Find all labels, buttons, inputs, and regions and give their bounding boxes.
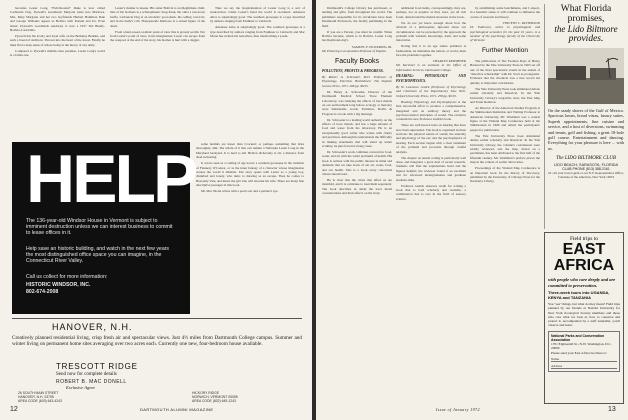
trescott-subtitle: Send now for complete details (56, 372, 117, 377)
lido-headline-4: provides. (568, 34, 604, 44)
lido-headline-3: the Lido Biltmore (554, 24, 618, 34)
hanover-body: Creatively planned residential living, crisp fresh air and spectacular views. Just 4½ miles from Dartmouth College campus. Summer and winter living on permanent home sites averaging over two acres each. Currently one new, four-bedroom house available. (12, 335, 302, 348)
lido-biltmore-ad (544, 4, 624, 229)
top-text-col2: Lester's mother is insane. His sister Bolivia is an illegitimate child. One of his brothers is a schizophrenic drug-freak, the other a run-down barfly. Carbuncle Dog is an alcoholic pool-shark, his ceiling caved in; and in the bully's crib. Honeysuckle Marlowe is a sexual figure of the dawn. (110, 6, 205, 28)
col1-body: Dr. Henry A. Schroeder, Director of the Dartmouth Medical School Trace Element Laboratory, was studying the effects of trace metals on our environment long before ecology or mercury were fashionable words. Pollution, Profits & Progress is a book with a big message. (322, 89, 392, 116)
left-page (0, 0, 312, 420)
left-page-number: 12 (10, 406, 18, 413)
top-text-column-1: becomes Lester Long, "Full-blooded" Duke is now called Carbuncle Dog. Pyewell's sweetheart Marjorie turns into Marlowe. Mrs. Mary Margaret and her two boyfriends Herbert Hamilton Dale and George Williams appear as Bolivia with Roland and Ira. Even better: Pyewell's woodlands sanctuary is now a 1957 Ted Bundy-Bolivia-Lord-Ditto. Pyewell has his lovely and loyal wife on the Berkeley Berkins, and such a breed of stubborn. Thrown into the heart of the forest. Finally he must find a deep sense of whose being at the mercy of any unity. Compared to Pyewell's middle-class paradise, Lester Long's world is a fallen one. (10, 6, 105, 58)
lido-photo (548, 48, 624, 104)
trescott-address-left: 26 SOUTH MAIN STREET HANOVER, N.H. 03755 AREA CODE (603) 643-4243 (18, 391, 62, 403)
col2-book-title: HEARING: PHYSIOLOGY AND PSYCHOPHYSICS. (396, 74, 466, 83)
lido-phone: CLUB PHONE (813) 388-2161 (562, 167, 610, 172)
further-mention-heading: Further Mention (482, 46, 528, 54)
africa-order-form[interactable] (548, 331, 620, 372)
faculty-books-heading: Faculty Books (335, 57, 379, 65)
col1-intro: Dartmouth's College Library has purchased, or lending and gifts, from throughout the world. The publishers responsible for its circulation have been Dartmouth Professors, the faculty publishing in the field. (322, 6, 392, 28)
lido-headline-1: What Florida (560, 4, 612, 14)
hanover-ad (12, 318, 302, 360)
col3-reviewer-note: Dr. Patterson, active in physiological and psychological acoustics for the past 19 years, is a member of the psychology faculty of the University of Vermont. (470, 25, 540, 43)
africa-box-addr: 1701 Eighteenth St., N.W. Washington, D.C. 20009 (551, 342, 612, 351)
col2-quote: We do not yet know enough about how the wisdom of a philosopher, Ignorant about our circumstances can be prevented by the approach the problem with wisdom, knowledge, truth, and some innovation. (396, 20, 466, 43)
lido-body: On the sandy shores of the Gulf of Mexico. Spacious lawns, broad vistas, luxury suites, Superb appointments, fine cuisine and service, and a host of diversions, swimming and tennis, golf and fishing, a great 18-hole golf course. Entertainment and dancing. Everything for your pleasure is here ... with us. (548, 108, 624, 151)
faculty-books-column: Dartmouth's College Library has purchased, or lending and gifts, from throughout the world. The publishers responsible for its circulation have been Dartmouth Professors, the faculty publishing in the field. If you are a Person, you must be careful. When Bolivia became, which is in Bolivia. Lester Long has Raymond-dog's. SAMUEL F. PICKERING JR. Mr. Pickering is an Assistant Professor of English. Faculty Books POLLUTION, PROFITS & PROGRESS. By Robert A. Schroeder, M.D. Professor of Physiology, Emeritus. Brattleboro: The Stephen Greene Press, 1971. 268 pp. $6.95. Dr. Henry A. Schroeder, Director of the Dartmouth Medical School Trace Element Laboratory, was studying the effects of trace metals on our environment long before ecology or mercury were fashionable words. Pollution, Profits & Progress is a book with a big message. Dr. Schroeder is a leading world authority on the effects of trace metals, and has a huge amount of food and water from his laboratory. He is an exceptionally good writer who writes with clarity and precision. Although he understands the difficulty in making statements that will stand up under scrutiny, he puts forward strong cases. Dr. Schroeder's work combines concern for food, water, and air with the wider problems of health. His book is written with the public interest in mind and demands that we take stock of our air, water, food, and our health. This is a book every concerned citizen should read. He is clear that the crises that affect us are manifold, and it is a mistake to treat them separately. The book describes in detail the trace metal concentrations and their effects on the body. (322, 6, 392, 196)
col2-reviewer-note: Mr. Kershner is an assistant in the Office of Information Services, Dartmouth College. (396, 63, 466, 72)
africa-body: You "see" things, but what do they mean? Field trips planned by our friends at Nairobi University for New York Zoological Society members and those who care what we look at, how to conserve and protect it. Accompanied by a staff naturalist, you'll observe and learn. (548, 302, 620, 328)
col3-body3: The Yale University Press took stimulated debate earlier scholarly and historical. In the Yale University Library's long-time view, the Yale Map and Tartar Relation. (470, 86, 540, 104)
further-mention-column: by establishing some benchmarks, and I expect, in a heuristic sense, it will continue to influence the course of research and theory. VINCENT C. PATTERSON Dr. Patterson, active in physiological and psychological acoustics for the past 19 years, is a member of the psychology faculty of the University of Vermont. Further Mention The publication of The Yeoman Days of Henry Barnard by the Yale University Press in 1965 set off one of the most spectacular events in the annals of "detective scholarship" with Dr. Scott as protagonist. Evidence that the chronicle was a true record led quickly to important conclusions. The Yale University Press took stimulated debate earlier scholarly and historical. In the Yale University Library's long-time view, the Yale Map and Tartar Relation. As Director of the American Studies Program at the Smithsonian Institution and Visiting Professor at American University, Mr. Washburn was a central figure at the Vinland Map Conference held at the Smithsonian in 1966 and edited the participants' papers for publication. The Yale University Press book stimulated debate earlier scholarly and historical. In the Yale University Library, the volume's conclusions were widely reviewed, and the map, drawn on a parchment, has been attributed to the first half of the fifteenth century. Mr. Washburn's preface places the map in the context of earlier discoveries. Proceedings of the Vinland Map Conference is an important book for the history of discovery, published by the University of Chicago Press for the Newberry Library. (470, 6, 540, 184)
help-ad (12, 141, 196, 314)
africa-headline-2: AFRICA (553, 257, 615, 274)
help-headline: HELP (26, 141, 196, 217)
right-col-text: some hermits are lesser than Crockett; or perhaps something that ticks thoroughly, dim. The whole of it that can remain a Nebraska Lester Long in the Maryland backyard. It is hard to tell. Hellcat dichotomy is all, a distance from dead reckoning. (196, 142, 304, 160)
trescott-agent: ROBERT B. MAC DONELL (56, 379, 127, 385)
right-page-number: 13 (608, 406, 616, 413)
africa-trips-head: Three-week tours into UGANDA, KENYA and TANZANIA (548, 290, 610, 300)
right-page (316, 0, 628, 420)
africa-top: Field trips to (569, 236, 599, 242)
lido-logo: The LIDO BILTMORE CLUB (556, 156, 616, 162)
africa-box-note: Please send your East Africa brochure to: (551, 350, 608, 355)
col1-byline: By Robert A. Schroeder, M.D. Professor of Physiology, Emeritus. Brattleboro: The Stephen Greene Press, 1971. 268 pp. $6.95. (322, 74, 392, 88)
col3-body: by establishing some benchmarks, and I expect, in a heuristic sense, it will continue to influence the course of research and theory. (470, 6, 540, 19)
right-text-column: some hermits are lesser than Crockett; or perhaps something that ticks thoroughly, dim. The whole of it that can remain a Nebraska Lester Long in the Maryland backyard. It is hard to tell. Hellcat dichotomy is all, a distance from dead reckoning. It can be seen as a coming of age novel; a southern grotesque in the tradition of Flannery O'Connor, or as the inner fantasy of a character whose imagination creates the world it inhabits. The story opens with Lester as a young boy, disturbed and lonely, who turns to drawing as an escape. Then he comes to Heavenly Vale, and meets the girl who will become his wife. There are many fine descriptive passages in this book. Mr. Mac Morie writes with a poet's ear and a painter's eye. (196, 142, 304, 194)
hanover-title: HANOVER, N.H. (52, 322, 133, 332)
col3-reviewer: VINCENT C. PATTERSON (502, 20, 540, 25)
top-text-col3: Thus we say the hospitalization of Lester Long is a sort of resurrection. Under Lester's hand the world is reordered. Arkansas Alice is surprisingly good. The southern grotesque is a type described by authors ranging from Faulkner to Caldwell. (210, 6, 305, 24)
col2-byline: By W. Lawrence Gulick (Professor of Psychology and Chairman of the Department). New York: Oxford University Press, 1971. 258 pp. $9.50. (396, 85, 466, 98)
col1-book-title: POLLUTION, PROFITS & PROGRESS. (322, 68, 384, 73)
help-ad-text-1: The 136-year-old Windsor House in Vermont is subject to imminent destruction unless we can interest business to commit to lease offices in it. (26, 218, 173, 237)
east-africa-ad (544, 232, 624, 404)
africa-box-title: National Parks and Conservation Association (551, 333, 605, 342)
hearing-review-column: additional food items, correspondingly, they are, perhaps, not as popular as they were, yet all rich foods, deteriorated the mental slowness in the book. We do not yet know enough about how the wisdom of a philosopher, Ignorant about our circumstances can be prevented by the approach the problem with wisdom, knowledge, truth, and some innovation. Noting that it is an age where pollution is fashionable, he maintains the nation, or world, must face the problems together. CHARLES KERSHNER Mr. Kershner is an assistant in the Office of Information Services, Dartmouth College. HEARING: PHYSIOLOGY AND PSYCHOPHYSICS. By W. Lawrence Gulick (Professor of Psychology and Chairman of the Department). New York: Oxford University Press, 1971. 258 pp. $9.50. Hearing: Physiology and Psychophysics is the first successful effort to produce a comprehensive, integrated text on auditory theory and the psychoacoustical principles of sound. The reviewer contends his new Professor Gulick's book. There are well known texts on hearing that have now been superseded. The book is organized in three sections: the physical nature of sound; the anatomy and physiology of the ear; and the psychophysics of hearing. Each section begins with a clear statement of the problem and proceeds through careful analysis. The chapter on neural coding is particularly well done, and integrates a great deal of recent research. Students will find the explanations lucid and the figures helpful; the reviewer found it an excellent text for advanced undergraduates and graduate students alike. Professor Gulick deserves credit for writing a book that is both scholarly and readable, a combination that is rare in the field of sensory science. (396, 6, 466, 201)
col2-body2: Hearing: Physiology and Psychophysics is the first successful effort to produce a comprehensive, integrated text on auditory theory and the psychoacoustical principles of sound. The reviewer contends his new Professor Gulick's book. (396, 99, 466, 122)
help-ad-org: HISTORIC WINDSOR, INC. (26, 282, 91, 288)
left-page-footer: DARTMOUTH ALUMNI MAGAZINE (140, 407, 214, 412)
africa-sub: with people who care deeply and are committed to preservation. (548, 277, 616, 288)
africa-headline-1: EAST (562, 241, 606, 258)
col2-body: additional food items, correspondingly, they are, perhaps, not as popular as they were, yet all rich foods, deteriorated the mental slowness in the book. (396, 6, 466, 19)
trescott-address-right: HICKORY RIDGE NORWICH, VERMONT 05055 AREA CODE (802) 649-1243 (192, 391, 238, 403)
africa-form-name-field[interactable]: Name (551, 357, 617, 362)
lido-address: LIDO BEACH, SARASOTA, FLORIDA (553, 163, 619, 168)
lido-headline-2: promises, (567, 14, 605, 24)
lido-rep: Or call your travel agent or our N.Y. Representative Office, 5 Avenue of the Americas, New York 10019 (548, 171, 624, 180)
help-ad-phone: 802-674-2008 (26, 289, 59, 295)
help-ad-text-2: Help save an historic building, and watch in the next few years the most distinguished office space you can imagine, in the Connecticut River Valley. (26, 246, 170, 265)
trescott-ad (12, 361, 302, 403)
right-page-issue: Issue of January 1972 (436, 407, 480, 412)
beach-scene-icon (548, 48, 624, 104)
trescott-title: TRESCOTT RIDGE (56, 362, 138, 371)
top-text-column-2: Lester's mother is insane. His sister Bolivia is an illegitimate child. One of his brothers is a schizophrenic drug-freak, the other a run-down barfly. Carbuncle Dog is an alcoholic pool-shark, his ceiling caved in; and in the bully's crib. Honeysuckle Marlowe is a sexual figure of the dawn. From a hard-nosed, realistic point of view this is grossly sordid. Not from Lester's point of view, in his imagination; Lester can escape from the cesspool at the end of the story, his mother is hurt with a dagger. (110, 6, 205, 43)
trescott-role: Exclusive Agent (66, 385, 95, 390)
top-text-column-3: Thus we say the hospitalization of Lester Long is a sort of resurrection. Under Lester's hand the world is reordered. Arkansas Alice is surprisingly good. The southern grotesque is a type described by authors ranging from Faulkner to Caldwell. Arkansas Alice is surprisingly good. The southern grotesque is a type described by authors ranging from Faulkner to Caldwell, and Mac Morie has written his narratives, thus transforming a poem. (210, 6, 305, 38)
col3-body2: The publication of The Yeoman Days of Henry Barnard by the Yale University Press in 1965 set off one of the most spectacular events in the annals of "detective scholarship" with Dr. Scott as protagonist. Evidence that the chronicle was a true record led quickly to important conclusions. (470, 58, 540, 85)
col2-reviewer: CHARLES KERSHNER (432, 58, 466, 63)
top-text-col1: becomes Lester Long, "Full-blooded" Duke is now called Carbuncle Dog. Pyewell's sweetheart Marjorie turns into Marlowe. Mrs. Mary Margaret and her two boyfriends Herbert Hamilton Dale and George Williams appear as Bolivia with Roland and Ira. Even better: Pyewell's woodlands sanctuary is now a 1957 Ted Bundy-Bolivia-Lord-Ditto. (10, 6, 105, 33)
africa-form-address-field[interactable]: Address (551, 364, 617, 369)
help-ad-text-3: Call us collect for more information: (26, 274, 108, 280)
